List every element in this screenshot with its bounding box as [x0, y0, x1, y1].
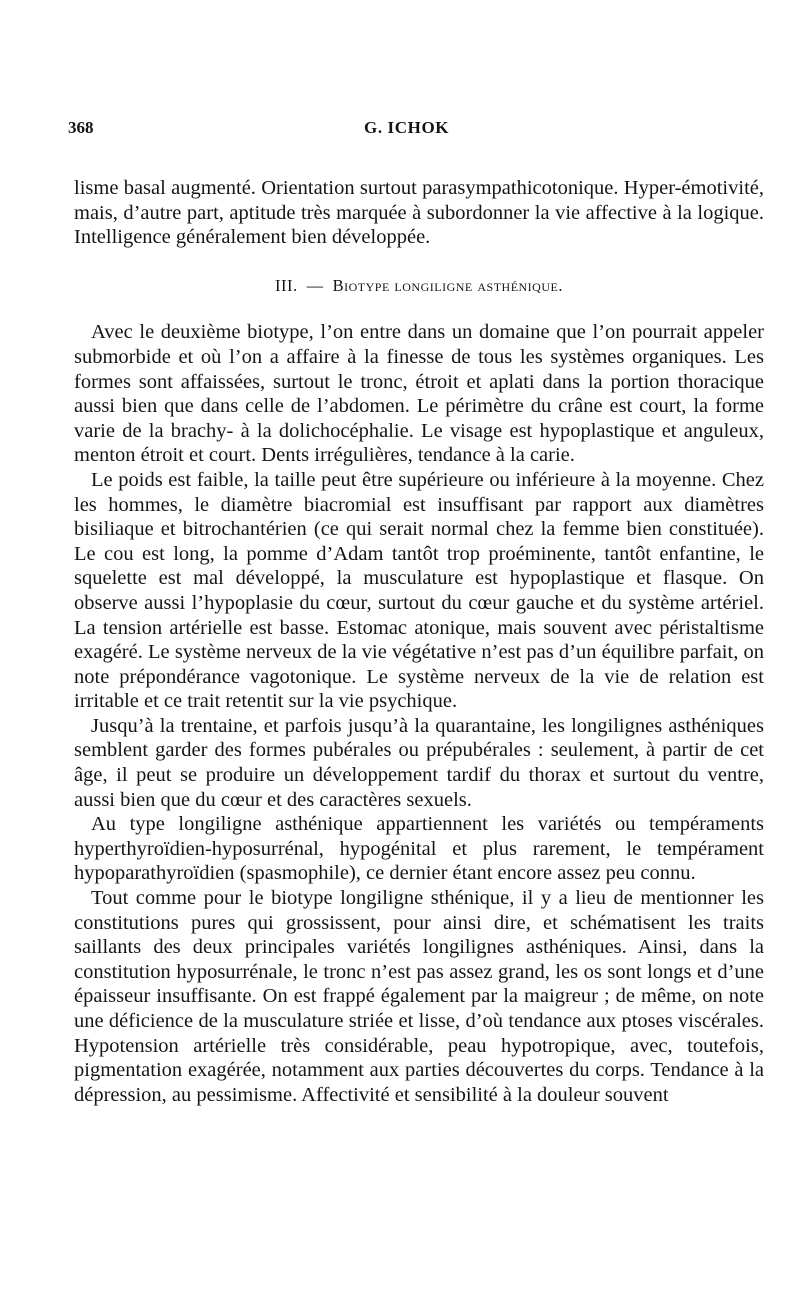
- author-name: G. ICHOK: [364, 118, 450, 137]
- paragraph: Le poids est faible, la taille peut être supérieure ou inférieure à la moyenne. Chez les hommes, le diamètre biacromial est insuffisant par rapport aux diamètres bisiliaque et bitrochantérien (ce qui serait normal chez la femme bien constituée). Le cou est long, la pomme d’Adam tantôt trop proéminente, tantôt enfantine, le squelette est mal développé, la musculature est hypoplastique et flasque. On observe aussi l’hypoplasie du cœur, surtout du cœur gauche et du système artériel. La tension artérielle est basse. Estomac atonique, mais souvent avec péristaltisme exagéré. Le système nerveux de la vie végétative n’est pas d’un équilibre parfait, on note prépondérance vagotonique. Le système nerveux de la vie de relation est irritable et ce trait retentit sur la vie psychique.: [74, 468, 764, 713]
- paragraph: Tout comme pour le biotype longiligne sthénique, il y a lieu de mentionner les constitutions pures qui grossissent, pour ainsi dire, et schématisent les traits saillants des deux principales variétés longilignes asthéniques. Ainsi, dans la constitution hyposurrénale, le tronc n’est pas assez grand, les os sont longs et d’une épaisseur insuffisante. On est frappé également par la maigreur ; de même, on note une déficience de la musculature striée et lisse, d’où tendance aux ptoses viscérales. Hypotension artérielle très considérable, peau hypotropique, avec, toutefois, pigmentation exagérée, notamment aux parties découvertes du corps. Tendance à la dépression, au pessimisme. Affectivité et sensibilité à la douleur souvent: [74, 887, 764, 1106]
- page-number: 368: [68, 118, 94, 137]
- paragraph: Au type longiligne asthénique appartiennent les variétés ou tempéraments hyperthyroïdien-hyposurrénal, hypogénital et plus rarement, le tempérament hypoparathyroïdien (spasmophile), ce dernier étant encore assez peu connu.: [74, 813, 764, 885]
- paragraph: Jusqu’à la trentaine, et parfois jusqu’à la quarantaine, les longilignes asthéniques semblent garder des formes pubérales ou prépubérales : seulement, à partir de cet âge, il peut se produire un développement tardif du thorax et surtout du ventre, aussi bien que du cœur et des caractères sexuels.: [74, 714, 764, 811]
- section-title: Biotype longiligne asthénique.: [332, 275, 563, 295]
- paragraph: Avec le deuxième biotype, l’on entre dans un domaine que l’on pourrait appeler submorbide et où l’on a affaire à la finesse de tous les systèmes organiques. Les formes sont affaissées, surtout le tronc, étroit et aplati dans la portion thoracique aussi bien que dans celle de l’abdomen. Le périmètre du crâne est court, la forme varie de la brachy- à la dolichocéphalie. Le visage est hypoplastique et anguleux, menton étroit et court. Dents irrégulières, tendance à la carie.: [74, 321, 764, 467]
- paragraph-continuation: lisme basal augmenté. Orientation surtout parasympathicotonique. Hyper-émotivité, mais, d’autre part, aptitude très marquée à subordonner la vie affective à la logique. Intelligence généralement bien développée.: [74, 177, 764, 249]
- section-heading: [74, 274, 764, 299]
- body-text: [74, 176, 764, 1107]
- section-number: III.: [275, 275, 298, 295]
- running-header: [68, 118, 764, 148]
- section-dash: —: [306, 275, 324, 295]
- book-page: [68, 118, 764, 1107]
